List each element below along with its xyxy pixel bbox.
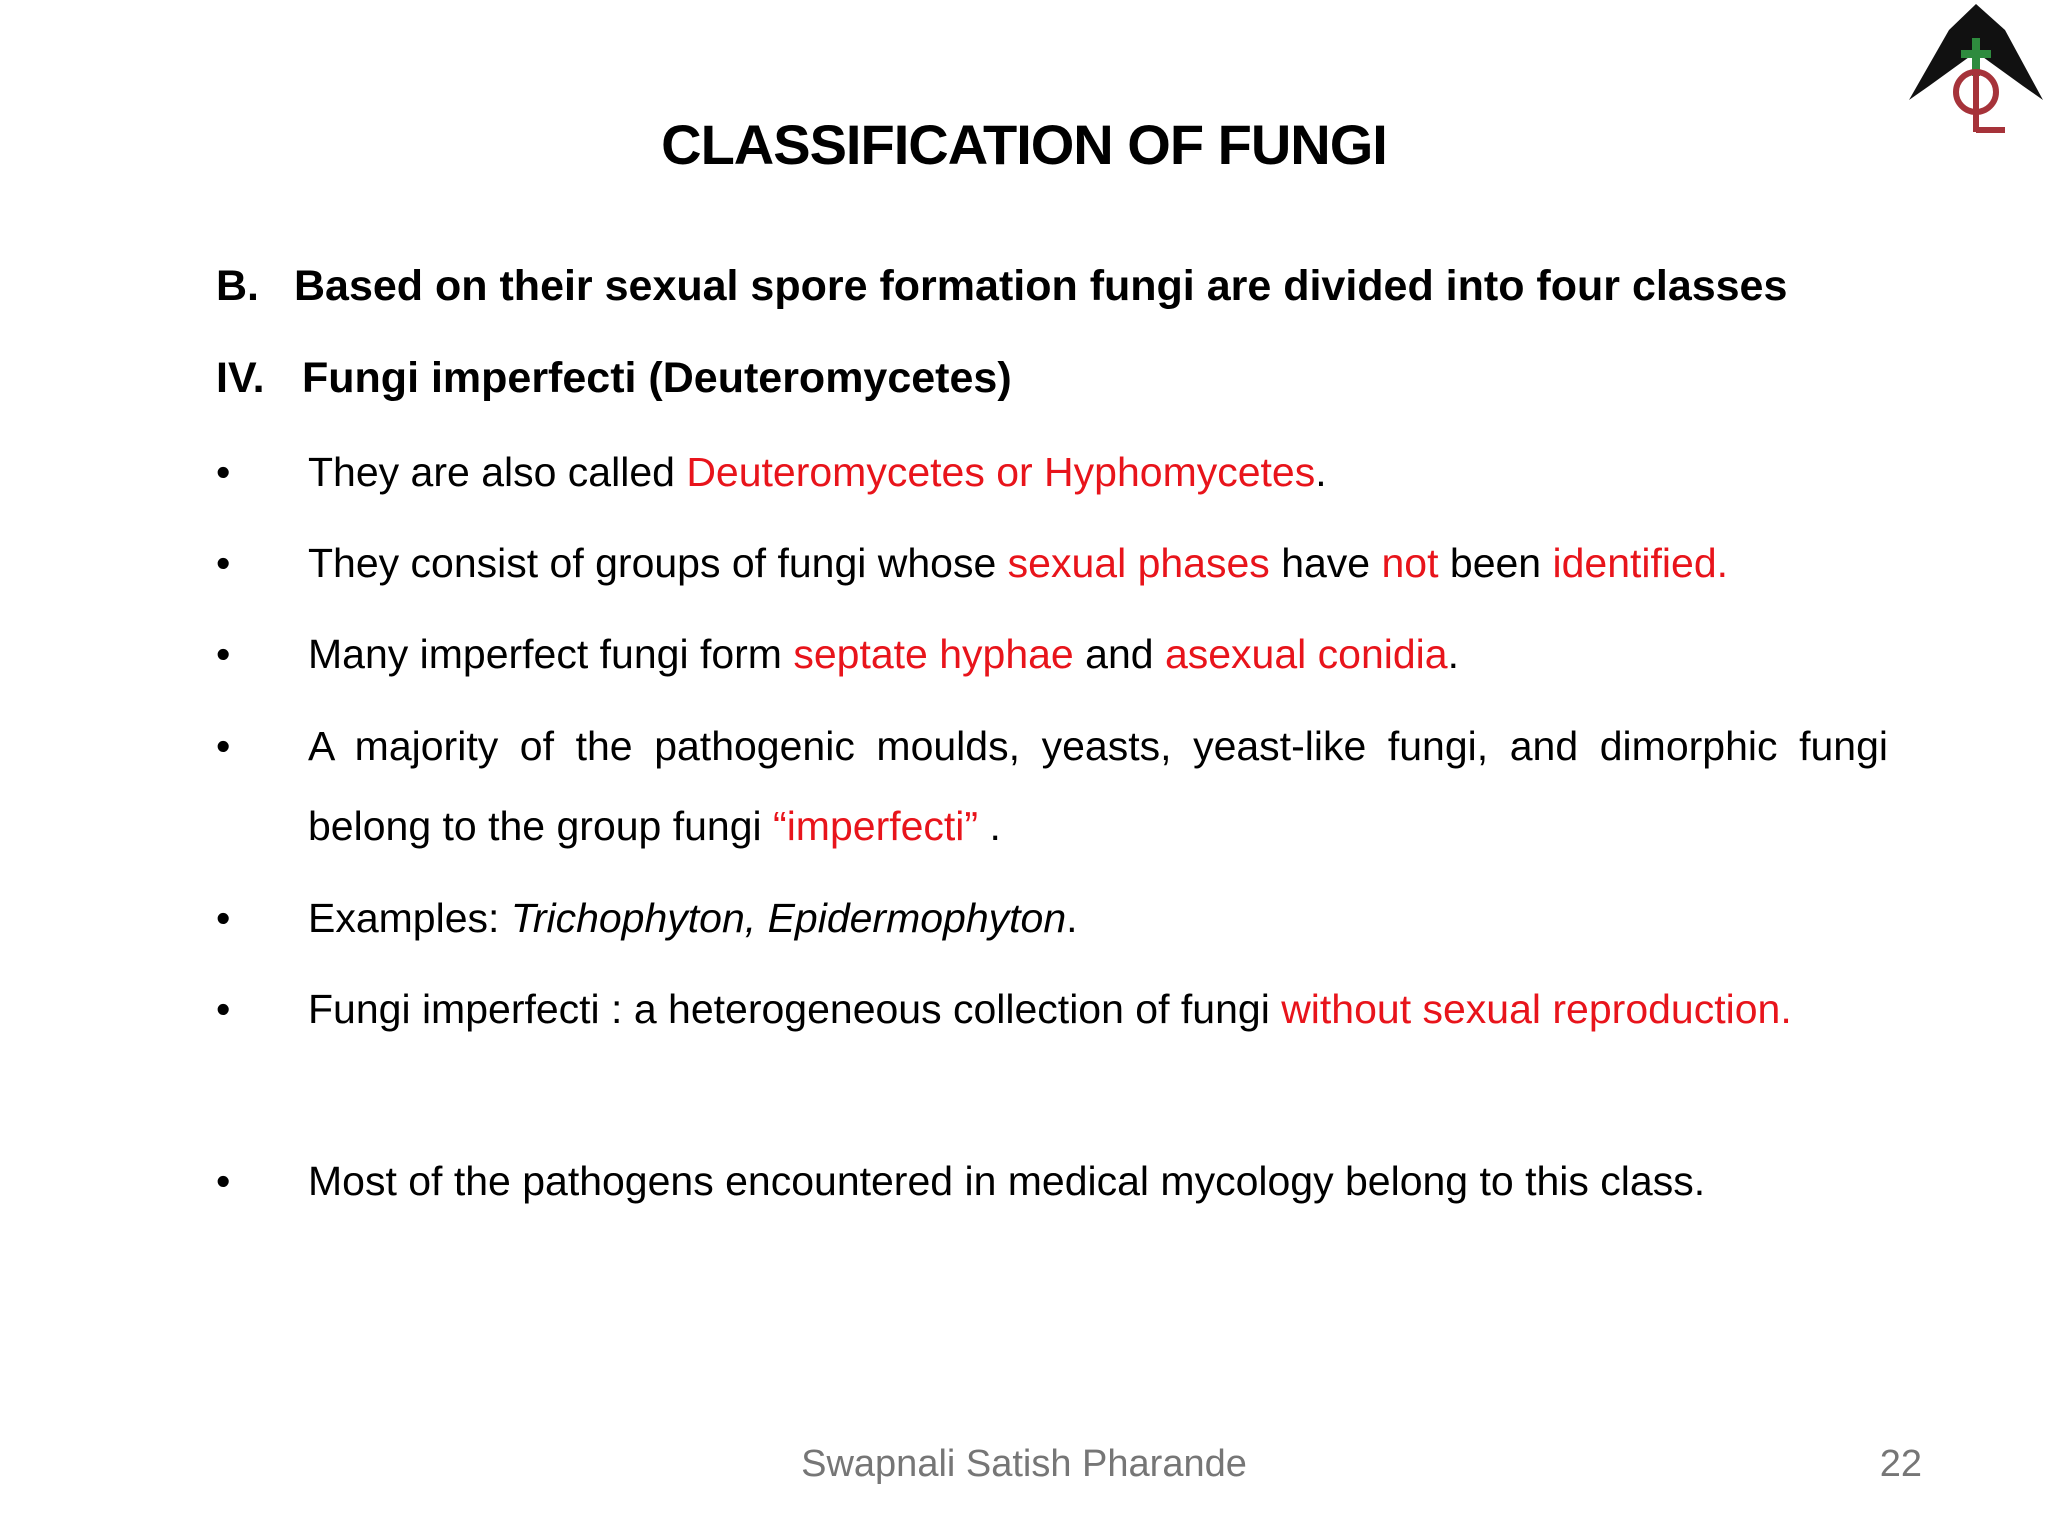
page-number: 22 (1879, 1443, 1922, 1485)
subsection-heading (216, 354, 1012, 403)
bullet-dot-icon: • (216, 449, 231, 495)
bullet-dot-icon: • (216, 986, 231, 1032)
bullet-text: Fungi imperfecti : a heterogeneous collection of fungi without sexual reproduction. (308, 986, 1792, 1032)
bullet-dot-icon: • (216, 631, 231, 677)
subsection-text: Fungi imperfecti (Deuteromycetes) (302, 354, 1012, 402)
bullet-text: Examples: Trichophyton, Epidermophyton. (308, 895, 1078, 941)
bullet-text: Many imperfect fungi form septate hyphae and asexual conidia. (308, 631, 1459, 677)
bullet-text: A majority of the pathogenic moulds, yeasts, yeast-like fungi, and dimorphic fungi belong to the group fungi “imperfecti” . (308, 723, 1888, 849)
bullet-text: They consist of groups of fungi whose sexual phases have not been identified. (308, 540, 1729, 586)
bullet-text: Most of the pathogens encountered in medical mycology belong to this class. (308, 1158, 1706, 1204)
examples-italic: Trichophyton, Epidermophyton (510, 895, 1067, 941)
section-text: Based on their sexual spore formation fungi are divided into four classes (294, 262, 1788, 310)
bullet-text: They are also called Deuteromycetes or Hyphomycetes. (308, 449, 1327, 495)
bullet-dot-icon: • (216, 895, 231, 941)
subsection-marker: IV. (216, 354, 265, 402)
bullet-dot-icon: • (216, 723, 231, 769)
bullet-dot-icon: • (216, 540, 231, 586)
footer-author: Swapnali Satish Pharande (801, 1443, 1247, 1485)
section-marker: B. (216, 262, 259, 310)
section-heading (216, 262, 1787, 311)
bullet-dot-icon: • (216, 1158, 231, 1204)
slide-title: CLASSIFICATION OF FUNGI (661, 113, 1387, 176)
